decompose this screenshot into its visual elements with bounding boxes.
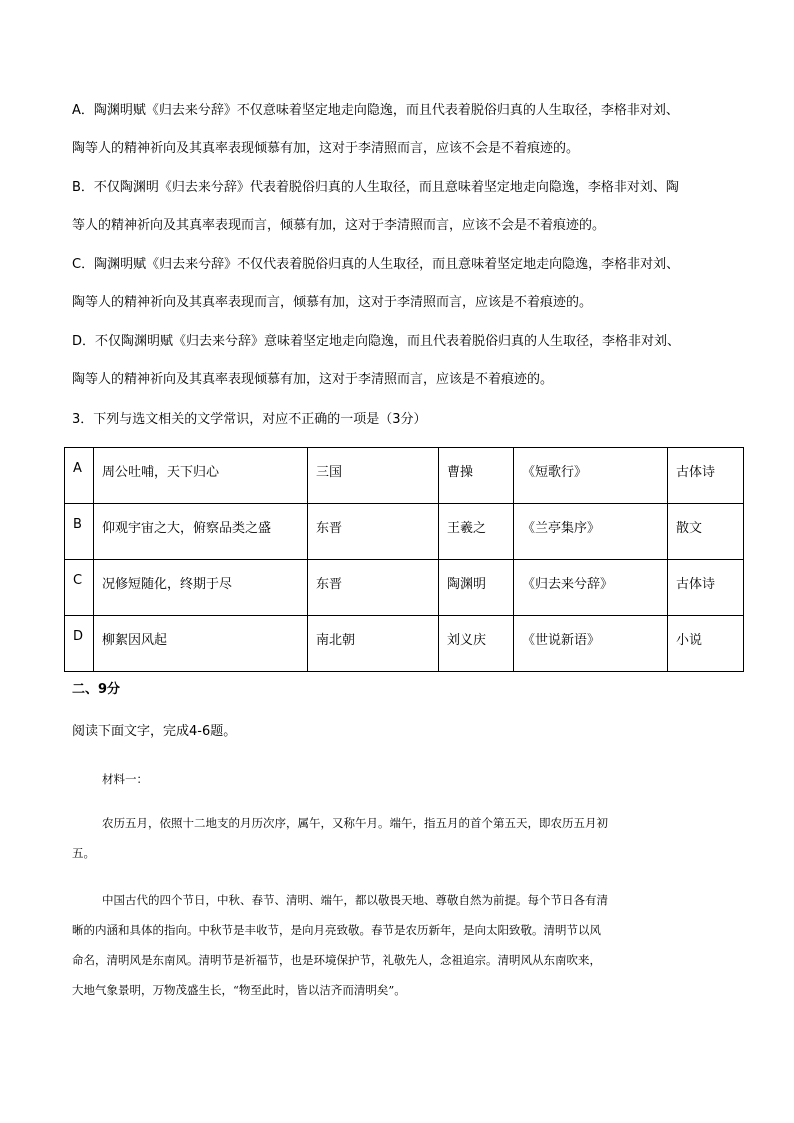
option-line: 陶等人的精神祈向及其真率表现倾慕有加，这对于李清照而言，应该是不着痕迹的。: [72, 372, 554, 387]
paragraph-line: 命名，清明风是东南风。清明节是祈福节，也是环境保护节，礼敬先人，念祖追宗。清明风从东南吹来，: [72, 953, 601, 967]
paragraph-line: 晰的内涵和具体的指向。中秋节是丰收节，是向月亮致敬。春节是农历新年，是向太阳致敬。清明节以风: [72, 923, 601, 937]
table-cell: 周公吐哺，天下归心: [94, 448, 308, 504]
option-c: [72, 246, 732, 322]
table-cell: 古体诗: [668, 448, 744, 504]
question-3: 3．下列与选文相关的文学常识，对应不正确的一项是（3分）: [72, 412, 427, 427]
table-cell: D: [65, 616, 94, 672]
table-cell: 王羲之: [439, 504, 514, 560]
paragraph-line: 大地气象景明，万物茂盛生长，“物至此时，皆以洁齐而清明矣”。: [72, 983, 406, 997]
table-cell: 《世说新语》: [514, 616, 668, 672]
table-cell: 柳絮因风起: [94, 616, 308, 672]
table-row: [65, 560, 744, 616]
option-line: D．不仅陶渊明赋《归去来兮辞》意味着坚定地走向隐逸，而且代表着脱俗归真的人生取径，李格非对刘、: [72, 334, 681, 349]
table-cell: 《短歌行》: [514, 448, 668, 504]
option-line: 陶等人的精神祈向及其真率表现而言，倾慕有加，这对于李清照而言，应该是不着痕迹的。: [72, 295, 593, 310]
table-row: [65, 504, 744, 560]
paragraph-line: 中国古代的四个节日，中秋、春节、清明、端午，都以敬畏天地、尊敬自然为前提。每个节日各有清: [102, 893, 608, 907]
table-cell: 小说: [668, 616, 744, 672]
material-title: 材料一：: [102, 772, 148, 786]
table-cell: 仰观宇宙之大，俯察品类之盛: [94, 504, 308, 560]
table-cell: 古体诗: [668, 560, 744, 616]
table-cell: 东晋: [308, 560, 439, 616]
table-row: [65, 616, 744, 672]
table-cell: 刘义庆: [439, 616, 514, 672]
table-cell: B: [65, 504, 94, 560]
paragraph-line: 五。: [72, 846, 95, 860]
table-cell: C: [65, 560, 94, 616]
option-line: B．不仅陶渊明《归去来兮辞》代表着脱俗归真的人生取径，而且意味着坚定地走向隐逸，李格非对刘、陶: [72, 180, 679, 195]
table-cell: 陶渊明: [439, 560, 514, 616]
table-cell: 况修短随化，终期于尽: [94, 560, 308, 616]
table-cell: 南北朝: [308, 616, 439, 672]
option-b: [72, 169, 732, 245]
table-row: [65, 448, 744, 504]
table-cell: 三国: [308, 448, 439, 504]
option-line: 陶等人的精神祈向及其真率表现倾慕有加，这对于李清照而言，应该不会是不着痕迹的。: [72, 141, 580, 156]
option-line: A．陶渊明赋《归去来兮辞》不仅意味着坚定地走向隐逸，而且代表着脱俗归真的人生取径，李格非对刘、: [72, 103, 679, 118]
option-a: [72, 92, 732, 168]
table-cell: 散文: [668, 504, 744, 560]
option-d: [72, 323, 732, 399]
table-cell: 《归去来兮辞》: [514, 560, 668, 616]
section-heading: 二、9分: [72, 682, 121, 697]
table-cell: A: [65, 448, 94, 504]
paragraph-line: 农历五月，依照十二地支的月历次序，属午，又称午月。端午，指五月的首个第五天，即农历五月初: [102, 816, 608, 830]
option-line: C．陶渊明赋《归去来兮辞》不仅代表着脱俗归真的人生取径，而且意味着坚定地走向隐逸，李格非对刘、: [72, 257, 680, 272]
table-cell: 《兰亭集序》: [514, 504, 668, 560]
option-line: 等人的精神祈向及其真率表现而言，倾慕有加，这对于李清照而言，应该不会是不着痕迹的。: [72, 218, 606, 233]
material-paragraph: [72, 885, 732, 1005]
table-cell: 曹操: [439, 448, 514, 504]
material-paragraph: [72, 808, 732, 868]
table-cell: 东晋: [308, 504, 439, 560]
reading-instruction: 阅读下面文字，完成4-6题。: [72, 724, 237, 739]
literature-table: [64, 447, 744, 672]
